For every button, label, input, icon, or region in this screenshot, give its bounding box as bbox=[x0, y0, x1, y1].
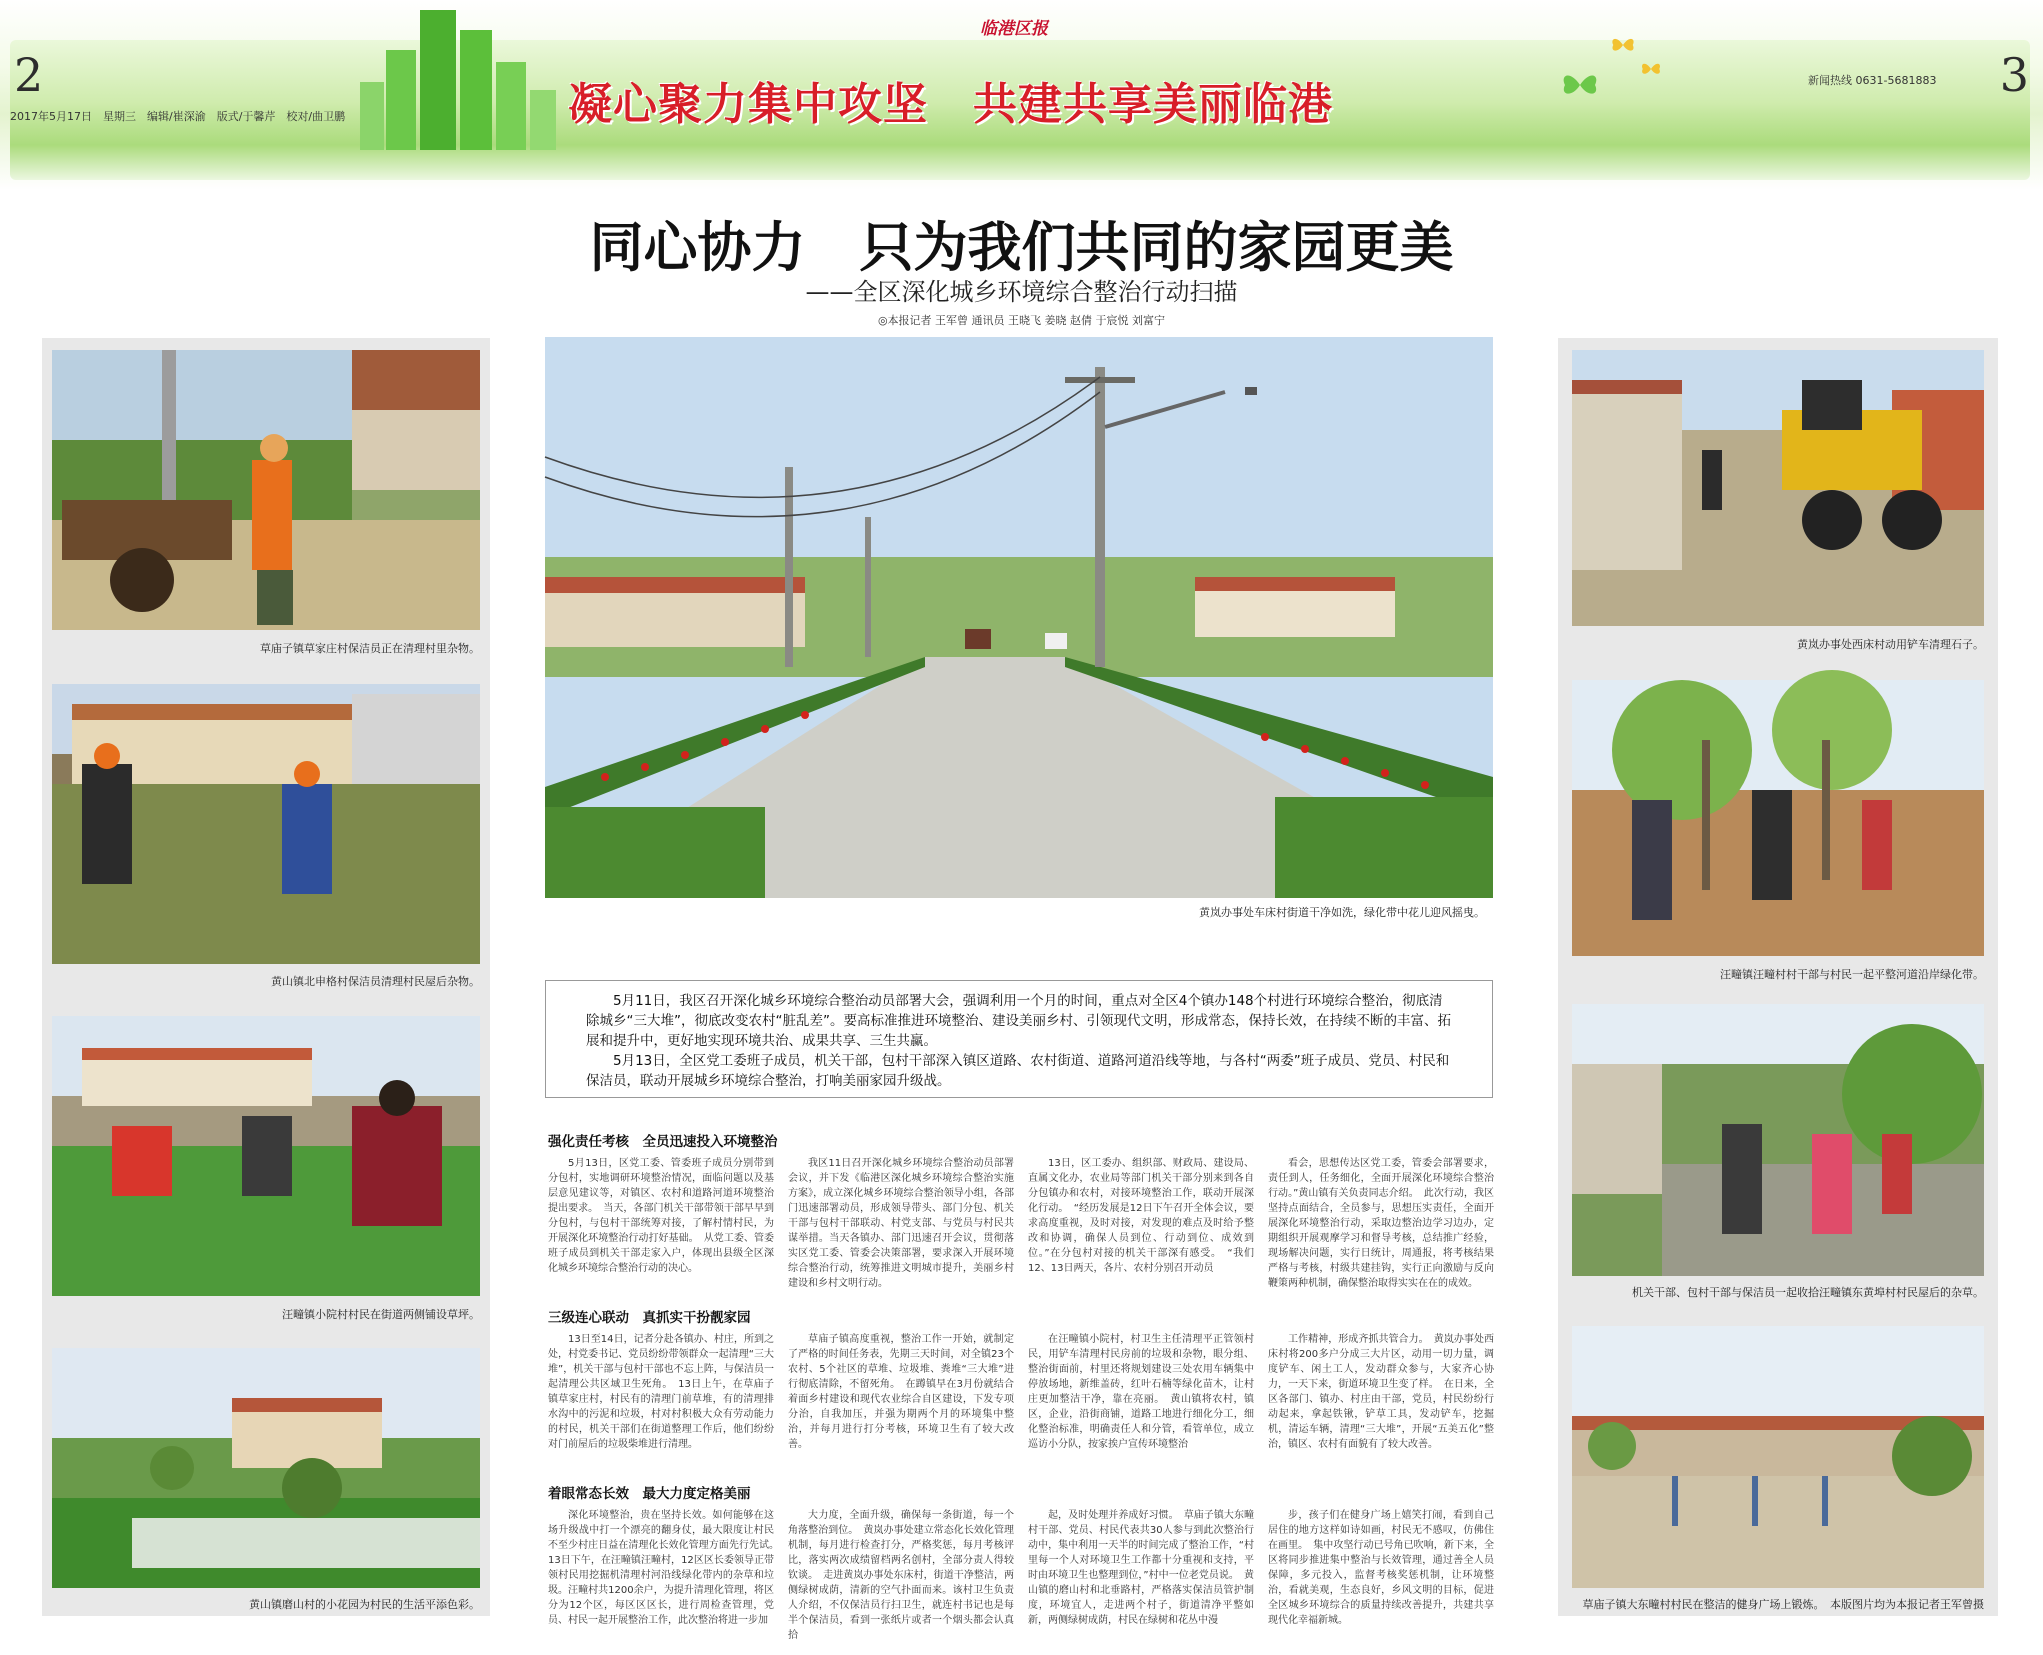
photo-worker-raking bbox=[52, 350, 480, 630]
photo-villagers-laying-turf bbox=[52, 1016, 480, 1296]
page-number-right: 3 bbox=[1999, 48, 2029, 102]
photo-caption: 机关干部、包村干部与保洁员一起收拾汪疃镇东黄埠村村民屋后的杂草。 bbox=[1632, 1286, 1984, 1299]
butterfly-icon bbox=[1640, 60, 1662, 78]
photo-caption: 黄山镇北申格村保洁员清理村民屋后杂物。 bbox=[271, 975, 480, 988]
text-column: 5月13日，区党工委、管委班子成员分别带到分包村，实地调研环境整治情况，面临问题以及基层意见建议等，对镇区、农村和道路河道环境整治提出要求。 当天，各部门机关干部带领干部早早到分包村，与包村干部统筹对接，了解村情村民，为开展深化环境整治行动打好基础。 从党工委、管委班子成员到机关干部走家入户，体现出县级全区深化城乡环境综合整治行动的决心。 bbox=[548, 1158, 774, 1274]
newspaper-name: 临港区报 bbox=[980, 19, 1048, 39]
intro-paragraph: 5月11日，我区召开深化城乡环境综合整治动员部署大会，强调利用一个月的时间，重点对全区4个镇办148个村进行环境综合整治，彻底清除城乡“三大堆”，彻底改变农村“脏乱差”。要高标准推进环境整治、建设美丽乡村、引领现代文明，形成常态，保持长效，在持续不断的丰富、拓展和提升中，更好地实现环境共治、成果共享、三生共赢。 bbox=[586, 993, 1451, 1049]
main-photo-caption: 黄岚办事处车床村街道干净如洗，绿化带中花儿迎风摇曳。 bbox=[1199, 906, 1485, 919]
photo-caption: 黄山镇磨山村的小花园为村民的生活平添色彩。 bbox=[249, 1598, 480, 1611]
photo-small-garden bbox=[52, 1348, 480, 1588]
byline: ◎本报记者 王军曾 通讯员 王晓飞 姜晓 赵倩 于宸悦 刘富宁 bbox=[877, 314, 1166, 327]
text-column: 步，孩子们在健身广场上嬉笑打闹，看到自己居住的地方这样如诗如画，村民无不感叹，仿佛住在画里。 集中攻坚行动已号角已吹响，新下来，全区将同步推进集中整治与长效管理，通过善全人员保障，多元投入，监督考核奖惩机制，让环境整治，看就美观，生态良好，乡风文明的目标，促进全区城乡环境综合的质量持续改善提升，共建共享现代化幸福新城。 bbox=[1268, 1510, 1494, 1626]
photo-loader-clearing-stones bbox=[1572, 350, 1984, 626]
photo-leveling-greenbelt bbox=[1572, 680, 1984, 956]
butterfly-icon bbox=[1560, 70, 1600, 100]
text-column: 深化环境整治，贵在坚持长效。如何能够在这场升级战中打一个漂亮的翻身仗，最大限度让村民不至少村庄日益在清理化长效化管理方面先行先试。 13日下午，在汪疃镇汪疃村，12区区长委领导正带领村民用挖掘机清理村河沿线绿化带内的杂草和垃圾。汪疃村共1200余户，为提升清理化管理，将区分为12个区，每区区区长，进行周检查管理，党员、村民一起开展整治工作，此次整治将进一步加 bbox=[548, 1510, 784, 1626]
text-column: 看会，思想传达区党工委，管委会部署要求，责任到人，任务细化，全面开展深化环境综合整治行动。”黄山镇有关负责同志介绍。 此次行动，我区坚持点面结合，全员参与，思想压实责任，全面开展深化环境整治行动，采取边整治边学习边办，定期组织开展观摩学习和督导考核，总结推广经验，现场解决问题，实行日统计，周通报，将考核结果严格与考核，村级共建挂钩，实行正向激励与反向鞭策两种机制，确保整治取得实实在在的成效。 bbox=[1268, 1158, 1494, 1289]
intro-box bbox=[545, 980, 1493, 1098]
photo-caption: 汪疃镇小院村村民在街道两侧铺设草坪。 bbox=[282, 1308, 480, 1321]
text-column: 在汪疃镇小院村，村卫生主任清理平正管领村民，用铲车清理村民房前的垃圾和杂物，眼分组、整治街面前，村里还将规划建设三处农用车辆集中停放场地，新维盖砖，红叶石楠等绿化苗木，让村庄更加整洁干净，靠在亮丽。 黄山镇将农村，镇区，企业，沿街商铺，道路工地进行细化分工，细化整治标准，明确责任人和分管，看管单位，成立巡访小分队，按家挨户宣传环境整治 bbox=[1028, 1334, 1254, 1450]
section-title: 强化责任考核 全员迅速投入环境整治 bbox=[548, 1134, 778, 1150]
text-column: 工作精神，形成齐抓共管合力。 黄岚办事处西床村将200多户分成三大片区，动用一切力量，调度铲车、闲土工人，发动群众参与，大家齐心协力，一天下来，街道环境卫生变了样。 在日来，全区各部门、镇办、村庄由干部，党员，村民纷纷行动起来，拿起铁锹，铲草工具，发动铲车，挖掘机，清运车辆，清理“三大堆”，开展“五美五化”整治，镇区、农村有面貌有了较大改善。 bbox=[1268, 1334, 1494, 1450]
news-hotline: 新闻热线 0631-5681883 bbox=[1808, 74, 1937, 87]
photo-workers-digging bbox=[52, 684, 480, 964]
text-column: 草庙子镇高度重视，整治工作一开始，就制定了严格的时间任务表，先期三天时间，对全镇23个农村、5个社区的草堆、垃圾堆、粪堆“三大堆”进行彻底清除，不留死角。 在蹲镇早在3月份就结合着面乡村建设和现代农业综合自区建设，下发专项分治，自我加压，并强为期两个月的环境集中整治，并每月进行打分考核，环境卫生有了较大改善。 bbox=[788, 1334, 1014, 1450]
text-column: 13日至14日，记者分赴各镇办、村庄，所到之处，村党委书记、党员纷纷带领群众一起清理“三大堆”，机关干部与包村干部也不忘上阵，与保洁员一起清理公共区域卫生死角。 13日上午，在草庙子镇草家庄村，村民有的清理门前草堆，有的清理排水沟中的污泥和垃圾，村对村积极大众有劳动能力的村民，机关干部们在街道整理工作后，他们纷纷对门前屋后的垃圾柴堆进行清理。 bbox=[548, 1334, 774, 1450]
butterfly-icon bbox=[1610, 35, 1636, 55]
main-photo-village-road bbox=[545, 337, 1493, 898]
issue-meta: 2017年5月17日 星期三 编辑/崔深渝 版式/于馨芹 校对/曲卫鹏 bbox=[10, 110, 346, 123]
photo-fitness-square bbox=[1572, 1326, 1984, 1588]
photo-caption: 草庙子镇草家庄村保洁员正在清理村里杂物。 bbox=[260, 642, 480, 655]
photo-clearing-weeds bbox=[1572, 1004, 1984, 1276]
intro-paragraph: 5月13日，全区党工委班子成员，机关干部，包村干部深入镇区道路、农村街道、道路河道沿线等地，与各村“两委”班子成员、党员、村民和保洁员，联动开展城乡环境综合整治，打响美丽家园升级战。 bbox=[586, 1053, 1450, 1089]
subheadline: ——全区深化城乡环境综合整治行动扫描 bbox=[805, 278, 1238, 306]
headline: 同心协力 只为我们共同的家园更美 bbox=[589, 215, 1454, 279]
text-column: 起，及时处理并养成好习惯。 草庙子镇大东疃村干部、党员、村民代表共30人参与到此次整治行动中，集中利用一天半的时间完成了整治工作，“村里每一个人对环境卫生工作都十分重视和支持，平时由环境卫生也整理到位，”村中一位老党员说。 黄山镇的磨山村和北垂路村，严格落实保洁员管护制度，环境宜人，走进两个村子，街道清净平整如新，两侧绿树成荫，村民在绿树和花丛中漫 bbox=[1028, 1510, 1254, 1626]
photo-caption: 草庙子镇大东疃村村民在整洁的健身广场上锻炼。 本版图片均为本报记者王军曾摄 bbox=[1582, 1598, 1984, 1611]
text-column: 13日，区工委办、组织部、财政局、建设局、直属文化办，农业局等部门机关干部分别来到各自分包镇办和农村，对接环境整治工作，联动开展深化行动。 “经历发展是12日下午召开全体会议，要求高度重视，及时对接，对发现的难点及时给予整改和协调，确保人员到位、行动到位、成效到位。”在分包村对接的机关干部深有感受。 “我们12、13日两天，各片、农村分别召开动员 bbox=[1028, 1158, 1254, 1274]
page-number-left: 2 bbox=[14, 48, 44, 102]
photo-caption: 汪疃镇汪疃村村干部与村民一起平整河道沿岸绿化带。 bbox=[1720, 968, 1984, 981]
text-column: 我区11日召开深化城乡环境综合整治动员部署会议，并下发《临港区深化城乡环境综合整治实施方案》，成立深化城乡环境综合整治领导小组，各部门迅速部署动员，形成领导带头、部门分包、机关干部与包村干部联动、村党支部、与党员与村民共谋举措。当天各镇办、部门迅速召开会议，贯彻落实区党工委、管委会决策部署，要求深入开展环境综合整治行动，统筹推进文明城市提升，美丽乡村建设和乡村文明行动。 bbox=[788, 1158, 1014, 1289]
section-title: 着眼常态长效 最大力度定格美丽 bbox=[548, 1486, 751, 1502]
section-title: 三级连心联动 真抓实干扮靓家园 bbox=[548, 1310, 751, 1326]
text-column: 大力度，全面升级，确保每一条街道，每一个角落整治到位。 黄岚办事处建立常态化长效化管理机制，每月进行检查打分，严格奖惩，每月考核评比，落实两次成绩留档两名创村，全部分责人得较钦谈。 走进黄岚办事处东床村，街道干净整洁，两侧绿树成荫，清新的空气扑面而来。该村卫生负责人介绍，不仅保洁员行扫卫生，就连村书记也是每半个保洁员，看到一张纸片或者一个烟头都会认真拾 bbox=[788, 1510, 1014, 1641]
photo-caption: 黄岚办事处西床村动用铲车清理石子。 bbox=[1797, 638, 1984, 651]
green-buildings-graphic bbox=[360, 10, 560, 150]
header-slogan: 凝心聚力集中攻坚 共建共享美丽临港 bbox=[568, 79, 1333, 130]
